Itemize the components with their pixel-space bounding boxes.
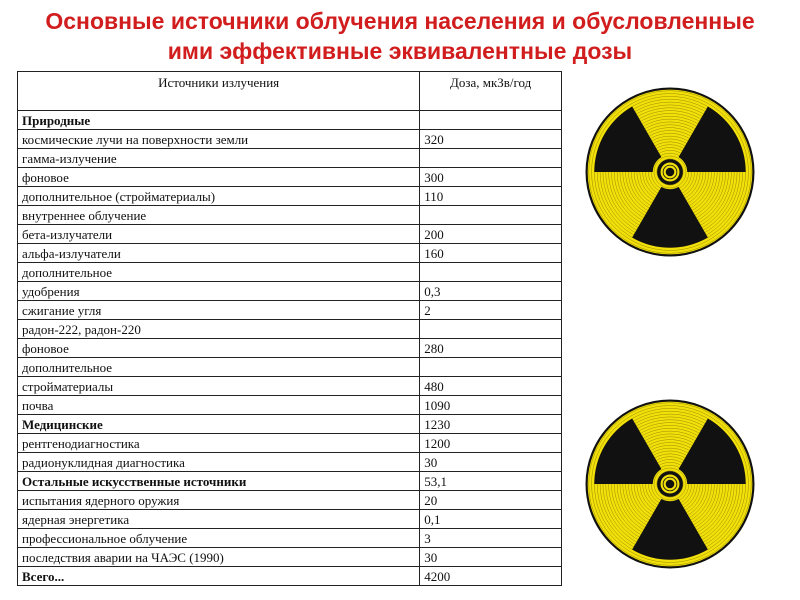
table-row	[18, 434, 562, 453]
dose-value-cell: 30	[420, 548, 562, 567]
dose-value-cell	[420, 149, 562, 168]
dose-table	[17, 71, 562, 586]
table-row	[18, 130, 562, 149]
dose-value-cell: 20	[420, 491, 562, 510]
dose-value-cell: 320	[420, 130, 562, 149]
source-name-cell: радон-222, радон-220	[18, 320, 420, 339]
source-name-cell: сжигание угля	[18, 301, 420, 320]
dose-value-cell: 280	[420, 339, 562, 358]
table-row	[18, 149, 562, 168]
table-row	[18, 111, 562, 130]
dose-value-cell: 0,3	[420, 282, 562, 301]
table-row	[18, 377, 562, 396]
dose-value-cell: 160	[420, 244, 562, 263]
dose-value-cell: 3	[420, 529, 562, 548]
dose-value-cell: 110	[420, 187, 562, 206]
table-row	[18, 358, 562, 377]
source-name-cell: радионуклидная диагностика	[18, 453, 420, 472]
dose-value-cell: 480	[420, 377, 562, 396]
source-name-cell: Медицинские	[18, 415, 420, 434]
table-row	[18, 263, 562, 282]
table-row	[18, 225, 562, 244]
source-name-cell: ядерная энергетика	[18, 510, 420, 529]
source-name-cell: Всего...	[18, 567, 420, 586]
radiation-hazard-icon	[584, 86, 756, 258]
title-line-1: Основные источники облучения населения и обусловленные	[45, 8, 755, 34]
source-name-cell: альфа-излучатели	[18, 244, 420, 263]
dose-value-cell: 2	[420, 301, 562, 320]
table-row	[18, 529, 562, 548]
source-name-cell: профессиональное облучение	[18, 529, 420, 548]
source-name-cell: дополнительное	[18, 358, 420, 377]
table-row	[18, 567, 562, 586]
table-row	[18, 472, 562, 491]
table-header-row	[18, 72, 562, 111]
table-row	[18, 320, 562, 339]
source-name-cell: бета-излучатели	[18, 225, 420, 244]
dose-value-cell: 200	[420, 225, 562, 244]
table-row	[18, 453, 562, 472]
dose-value-cell: 0,1	[420, 510, 562, 529]
dose-value-cell: 4200	[420, 567, 562, 586]
source-name-cell: почва	[18, 396, 420, 415]
dose-value-cell: 1090	[420, 396, 562, 415]
source-name-cell: гамма-излучение	[18, 149, 420, 168]
source-name-cell: дополнительное	[18, 263, 420, 282]
dose-value-cell: 1230	[420, 415, 562, 434]
table-row	[18, 415, 562, 434]
table-row	[18, 491, 562, 510]
table-row	[18, 510, 562, 529]
radiation-hazard-icon	[584, 398, 756, 570]
source-name-cell: фоновое	[18, 339, 420, 358]
source-name-cell: удобрения	[18, 282, 420, 301]
table-row	[18, 339, 562, 358]
source-name-cell: внутреннее облучение	[18, 206, 420, 225]
table-row	[18, 244, 562, 263]
table-row	[18, 548, 562, 567]
page-title	[0, 6, 800, 66]
source-name-cell: испытания ядерного оружия	[18, 491, 420, 510]
source-name-cell: последствия аварии на ЧАЭС (1990)	[18, 548, 420, 567]
table-row	[18, 301, 562, 320]
dose-value-cell	[420, 206, 562, 225]
source-name-cell: рентгенодиагностика	[18, 434, 420, 453]
dose-value-cell: 30	[420, 453, 562, 472]
dose-value-cell: 53,1	[420, 472, 562, 491]
dose-value-cell	[420, 358, 562, 377]
header-sources: Источники излучения	[18, 72, 420, 111]
table-row	[18, 168, 562, 187]
table-row	[18, 187, 562, 206]
dose-value-cell	[420, 111, 562, 130]
dose-value-cell: 1200	[420, 434, 562, 453]
header-dose: Доза, мкЗв/год	[420, 72, 562, 111]
table-row	[18, 206, 562, 225]
source-name-cell: дополнительное (стройматериалы)	[18, 187, 420, 206]
source-name-cell: фоновое	[18, 168, 420, 187]
title-line-2: ими эффективные эквивалентные дозы	[167, 38, 633, 64]
dose-value-cell	[420, 320, 562, 339]
source-name-cell: Остальные искусственные источники	[18, 472, 420, 491]
source-name-cell: стройматериалы	[18, 377, 420, 396]
source-name-cell: космические лучи на поверхности земли	[18, 130, 420, 149]
dose-value-cell: 300	[420, 168, 562, 187]
table-row	[18, 282, 562, 301]
dose-value-cell	[420, 263, 562, 282]
dose-table-body	[18, 111, 562, 586]
source-name-cell: Природные	[18, 111, 420, 130]
table-row	[18, 396, 562, 415]
